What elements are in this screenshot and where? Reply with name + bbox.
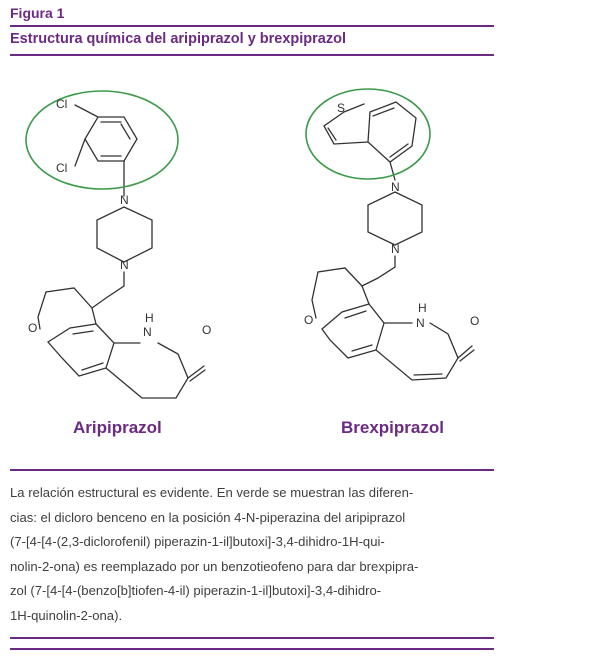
divider-bottom-double [10,648,494,650]
divider-title [10,54,494,56]
divider-top [10,25,494,27]
figure-caption [10,481,494,628]
brexpiprazole-s-label: S [337,101,346,115]
caption-line: cias: el dicloro benceno en la posición 4-N-piperazina del aripiprazol [10,509,406,525]
aripiprazole-cl2-label: Cl [56,161,68,175]
aripiprazole-n2-label: N [120,258,129,272]
brexpiprazole-o-carbonyl-label: O [470,314,480,328]
brexpiprazole-name: Brexpiprazol [341,418,444,437]
brexpiprazole-n1-label: N [391,180,400,194]
brexpiprazole-svg [300,60,600,405]
brexpiprazole-structure [300,60,600,410]
caption-line: (7-[4-[4-(2,3-diclorofenil) piperazin-1-il]butoxi]-3,4-dihidro-1H-qui- [10,534,385,549]
brexpiprazole-nh-h-label: H [418,301,427,315]
caption-line: zol (7-[4-[4-(benzo[b]tiofen-4-il) piperazin-1-il]butoxi]-3,4-dihidro- [10,583,382,598]
aripiprazole-nh-h-label: H [145,311,154,325]
figure-title: Estructura química del aripiprazol y brexpiprazol [10,31,347,47]
brexpiprazole-nh-n-label: N [416,316,425,330]
brexpiprazole-o-ring-label: O [304,313,314,327]
caption-line: La relación estructural es evidente. En verde se muestran las diferen- [10,485,414,500]
brexpiprazole-n2-label: N [391,242,400,256]
divider-bottom [10,637,494,639]
aripiprazole-cl1-label: Cl [56,97,68,111]
aripiprazole-o-ring-label: O [28,321,38,335]
aripiprazole-name: Aripiprazol [73,418,162,437]
aripiprazole-nh-n-label: N [143,325,152,339]
aripiprazole-svg [0,60,300,405]
aripiprazole-structure [0,60,300,410]
divider-caption-top [10,469,494,471]
figure-label: Figura 1 [10,5,65,21]
aripiprazole-n1-label: N [120,193,129,207]
aripiprazole-o-carbonyl-label: O [202,323,212,337]
caption-line: nolin-2-ona) es reemplazado por un benzotieofeno para dar brexpipra- [10,558,419,574]
caption-line: 1H-quinolin-2-ona). [10,607,123,623]
